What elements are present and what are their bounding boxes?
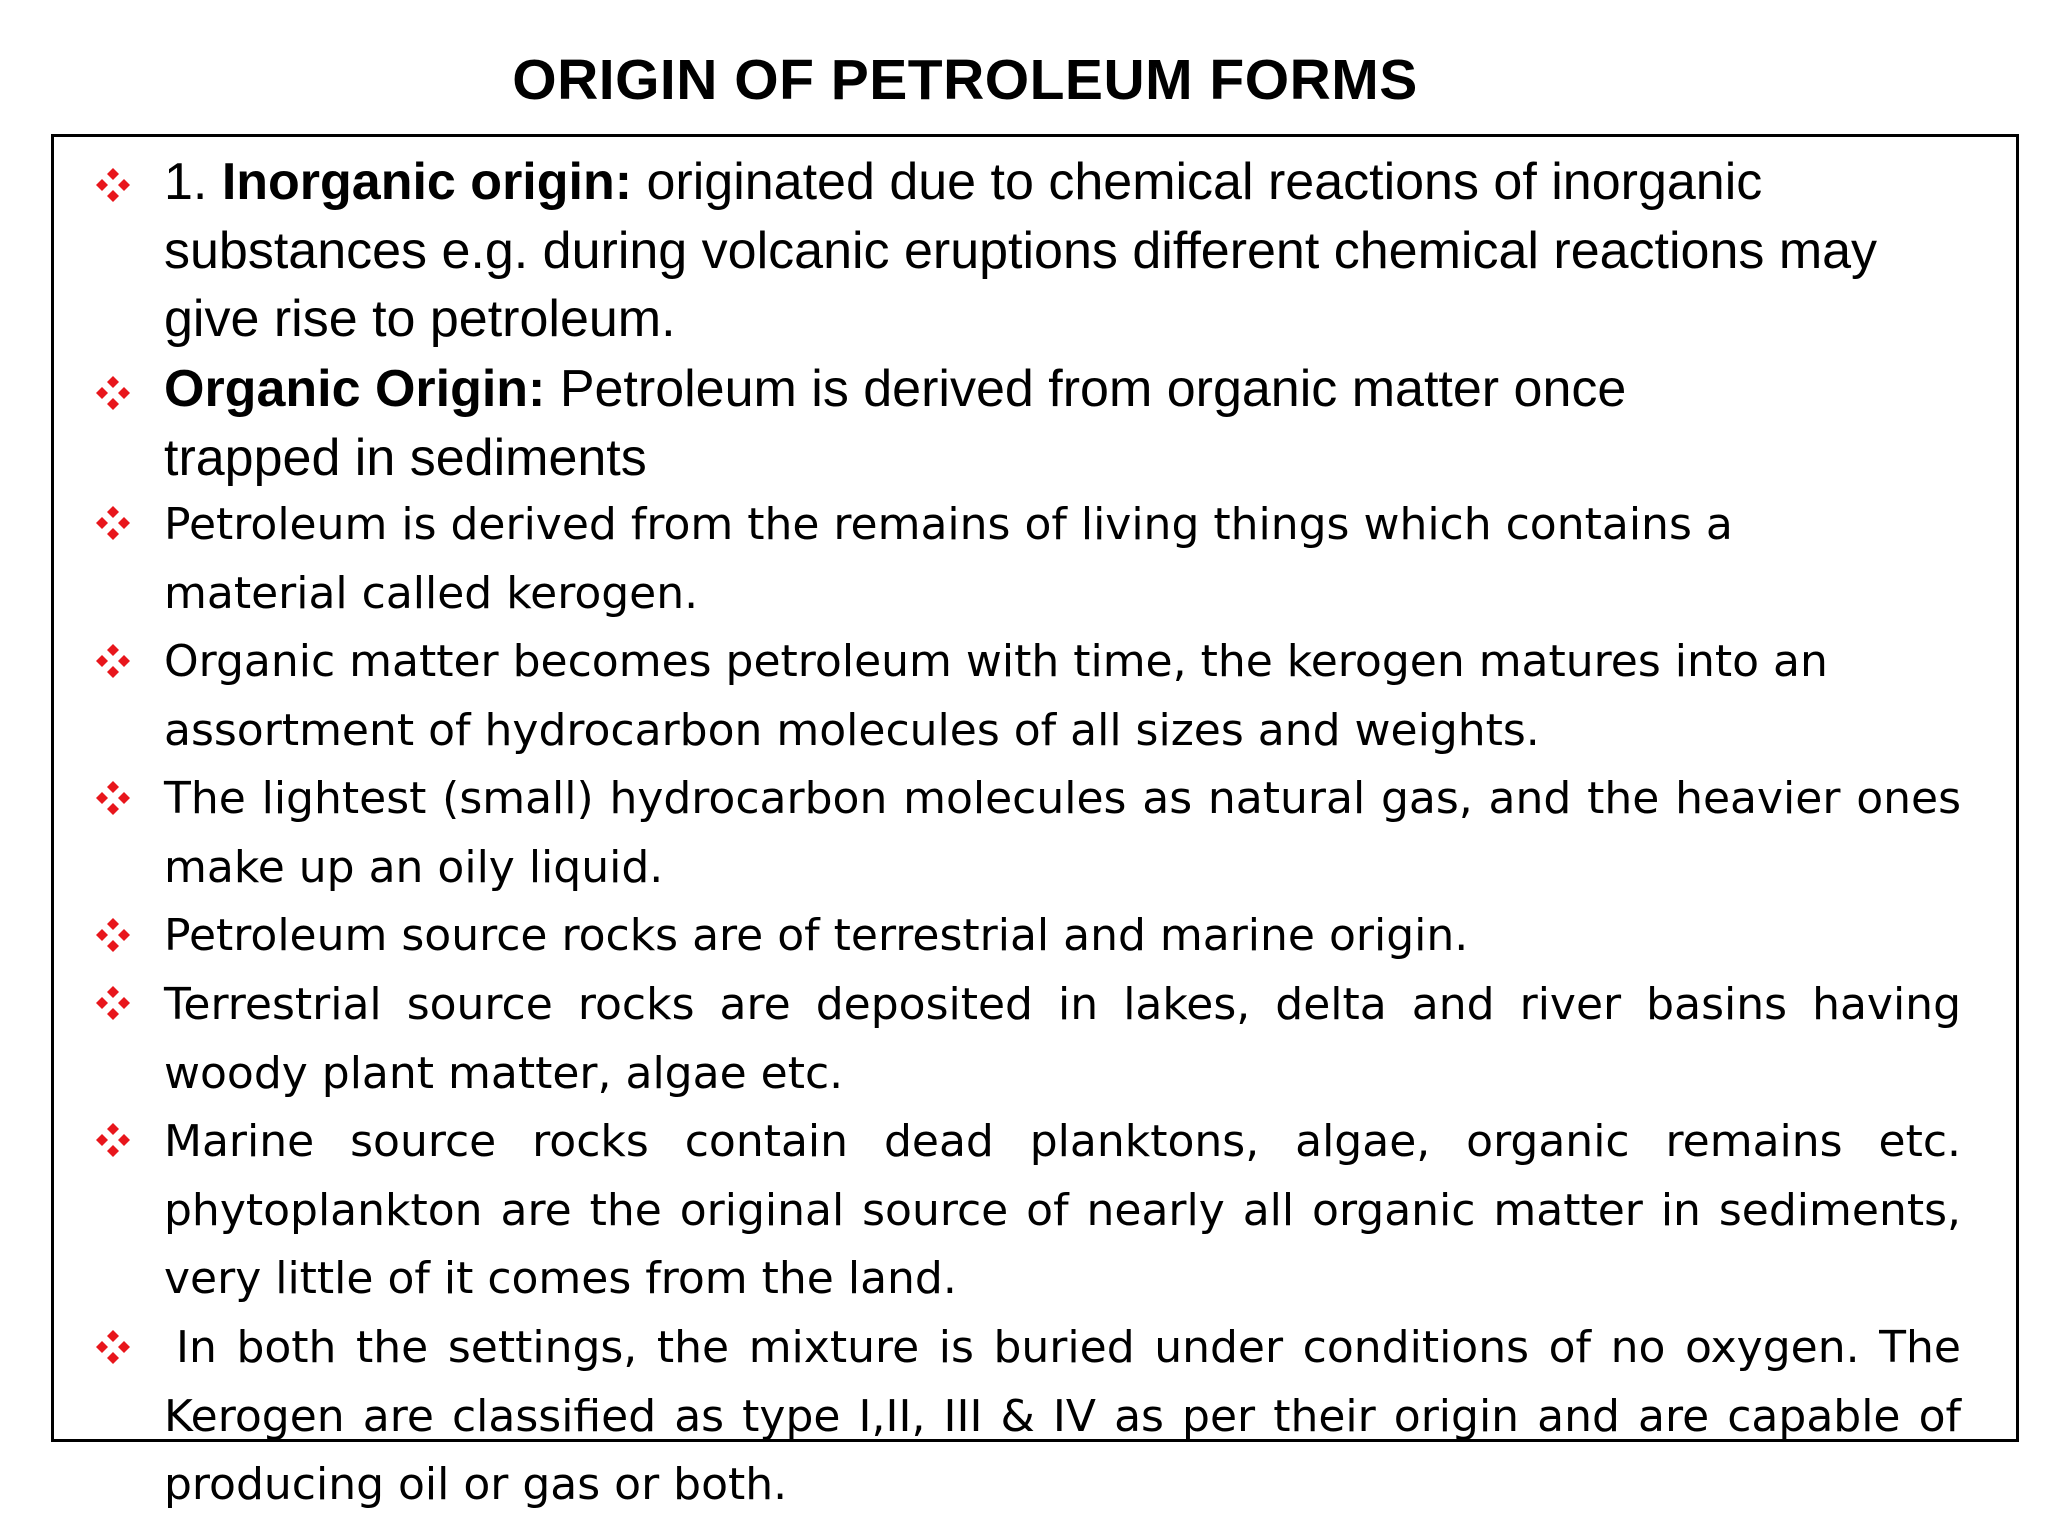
list-item: Terrestrial source rocks are deposited in lakes, delta and river basins having woody plant matter, algae etc. — [164, 979, 1961, 1099]
item-text: originated due to chemical reactions of inorganic substances e.g. during volcanic eruptions different chemical reactions may give rise to petroleum. — [164, 153, 1878, 348]
diamond-cluster-bullet-icon — [88, 1322, 138, 1372]
list-item: Petroleum is derived from the remains of living things which contains a material called kerogen. — [164, 499, 1733, 619]
diamond-cluster-bullet-icon — [88, 636, 138, 686]
diamond-cluster-bullet-icon — [88, 1115, 138, 1165]
item-number: 1. — [164, 153, 222, 211]
diamond-cluster-bullet-icon — [88, 160, 138, 210]
list-item: Organic matter becomes petroleum with time, the kerogen matures into an assortment of hydrocarbon molecules of all sizes and weights. — [164, 636, 1828, 756]
item-heading: Organic Origin: — [164, 360, 546, 418]
item-text: Petroleum is derived from organic matter once trapped in sediments — [164, 360, 1627, 487]
list-item: Petroleum source rocks are of terrestrial and marine origin. — [164, 910, 1469, 961]
list-item: The lightest (small) hydrocarbon molecules as natural gas, and the heavier ones make up an oily liquid. — [164, 773, 1961, 893]
diamond-cluster-bullet-icon — [88, 368, 138, 418]
list-item — [164, 148, 1961, 354]
list-item — [164, 355, 1804, 492]
item-heading: Inorganic origin: — [221, 153, 633, 211]
diamond-cluster-bullet-icon — [88, 773, 138, 823]
page-title: ORIGIN OF PETROLEUM FORMS — [512, 48, 1418, 112]
diamond-cluster-bullet-icon — [88, 498, 138, 548]
diamond-cluster-bullet-icon — [88, 910, 138, 960]
diamond-cluster-bullet-icon — [88, 978, 138, 1028]
list-item: Marine source rocks contain dead planktons, algae, organic remains etc. phytoplankton are the original source of nearly all organic matter in sediments, very little of it comes from the land. — [164, 1116, 1961, 1304]
list-item: In both the settings, the mixture is buried under conditions of no oxygen. The Kerogen are classified as type I,II, III & IV as per their origin and are capable of producing oil or gas or both. — [164, 1322, 1961, 1510]
